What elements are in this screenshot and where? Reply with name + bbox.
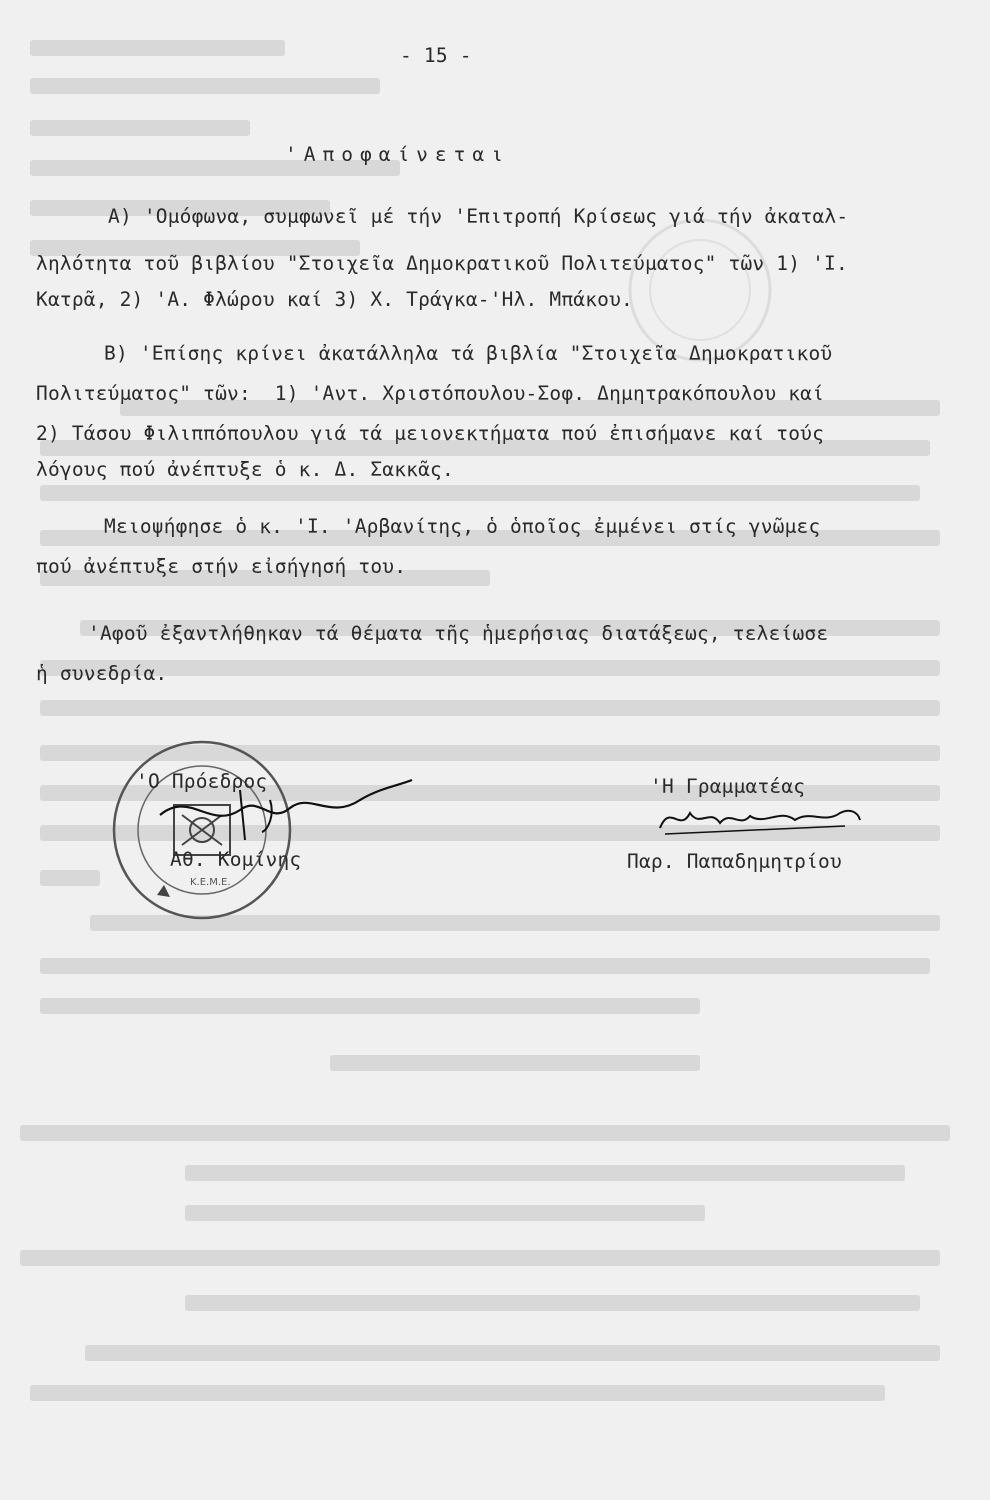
page-number: - 15 - [400, 44, 472, 67]
paragraph-c-line-2: πού ἀνέπτυξε στήν εἰσήγησή του. [36, 555, 407, 578]
paragraph-d-line-2: ἡ συνεδρία. [36, 662, 168, 685]
paragraph-b-line-4: λόγους πού ἀνέπτυξε ὁ κ. Δ. Σακκᾶς. [36, 458, 454, 481]
paragraph-b-line-2: Πολιτεύματος" τῶν: 1) 'Αντ. Χριστόπουλου-Σοφ. Δημητρακόπουλου καί [36, 382, 825, 405]
paragraph-a-line-2: ληλότητα τοῦ βιβλίου "Στοιχεῖα Δημοκρατικοῦ Πολιτεύματος" τῶν 1) 'Ι. [36, 252, 848, 275]
paragraph-b-line-1: Β) 'Επίσης κρίνει ἀκατάλληλα τά βιβλία "Στοιχεῖα Δημοκρατικοῦ [104, 342, 833, 365]
president-title: 'Ο Πρόεδρος [136, 770, 268, 793]
president-name: Αθ. Κομίνης [170, 848, 302, 871]
decision-heading: 'Αποφαίνεται [285, 143, 510, 166]
secretary-name: Παρ. Παπαδημητρίου [627, 850, 842, 873]
paragraph-a-line-1: Α) 'Ομόφωνα, συμφωνεῖ μέ τήν 'Επιτροπή Κρίσεως γιά τήν ἀκαταλ- [108, 205, 849, 228]
secretary-signature [655, 798, 865, 843]
president-signature [150, 770, 420, 850]
secretary-title: 'Η Γραμματέας [650, 775, 806, 798]
paragraph-d-line-1: 'Αφοῦ ἐξαντλήθηκαν τά θέματα τῆς ἡμερήσιας διατάξεως, τελείωσε [88, 622, 829, 645]
paragraph-b-line-3: 2) Τάσου Φιλιππόπουλου γιά τά μειονεκτήματα πού ἐπισήμανε καί τούς [36, 422, 825, 445]
svg-text:K.E.M.E.: K.E.M.E. [190, 877, 231, 888]
paragraph-c-line-1: Μειοψήφησε ὁ κ. 'Ι. 'Αρβανίτης, ὁ ὁποῖος ἐμμένει στίς γνῶμες [104, 515, 821, 538]
paragraph-a-line-3: Κατρᾶ, 2) 'Α. Φλώρου καί 3) Χ. Τράγκα-'Ηλ. Μπάκου. [36, 288, 633, 311]
